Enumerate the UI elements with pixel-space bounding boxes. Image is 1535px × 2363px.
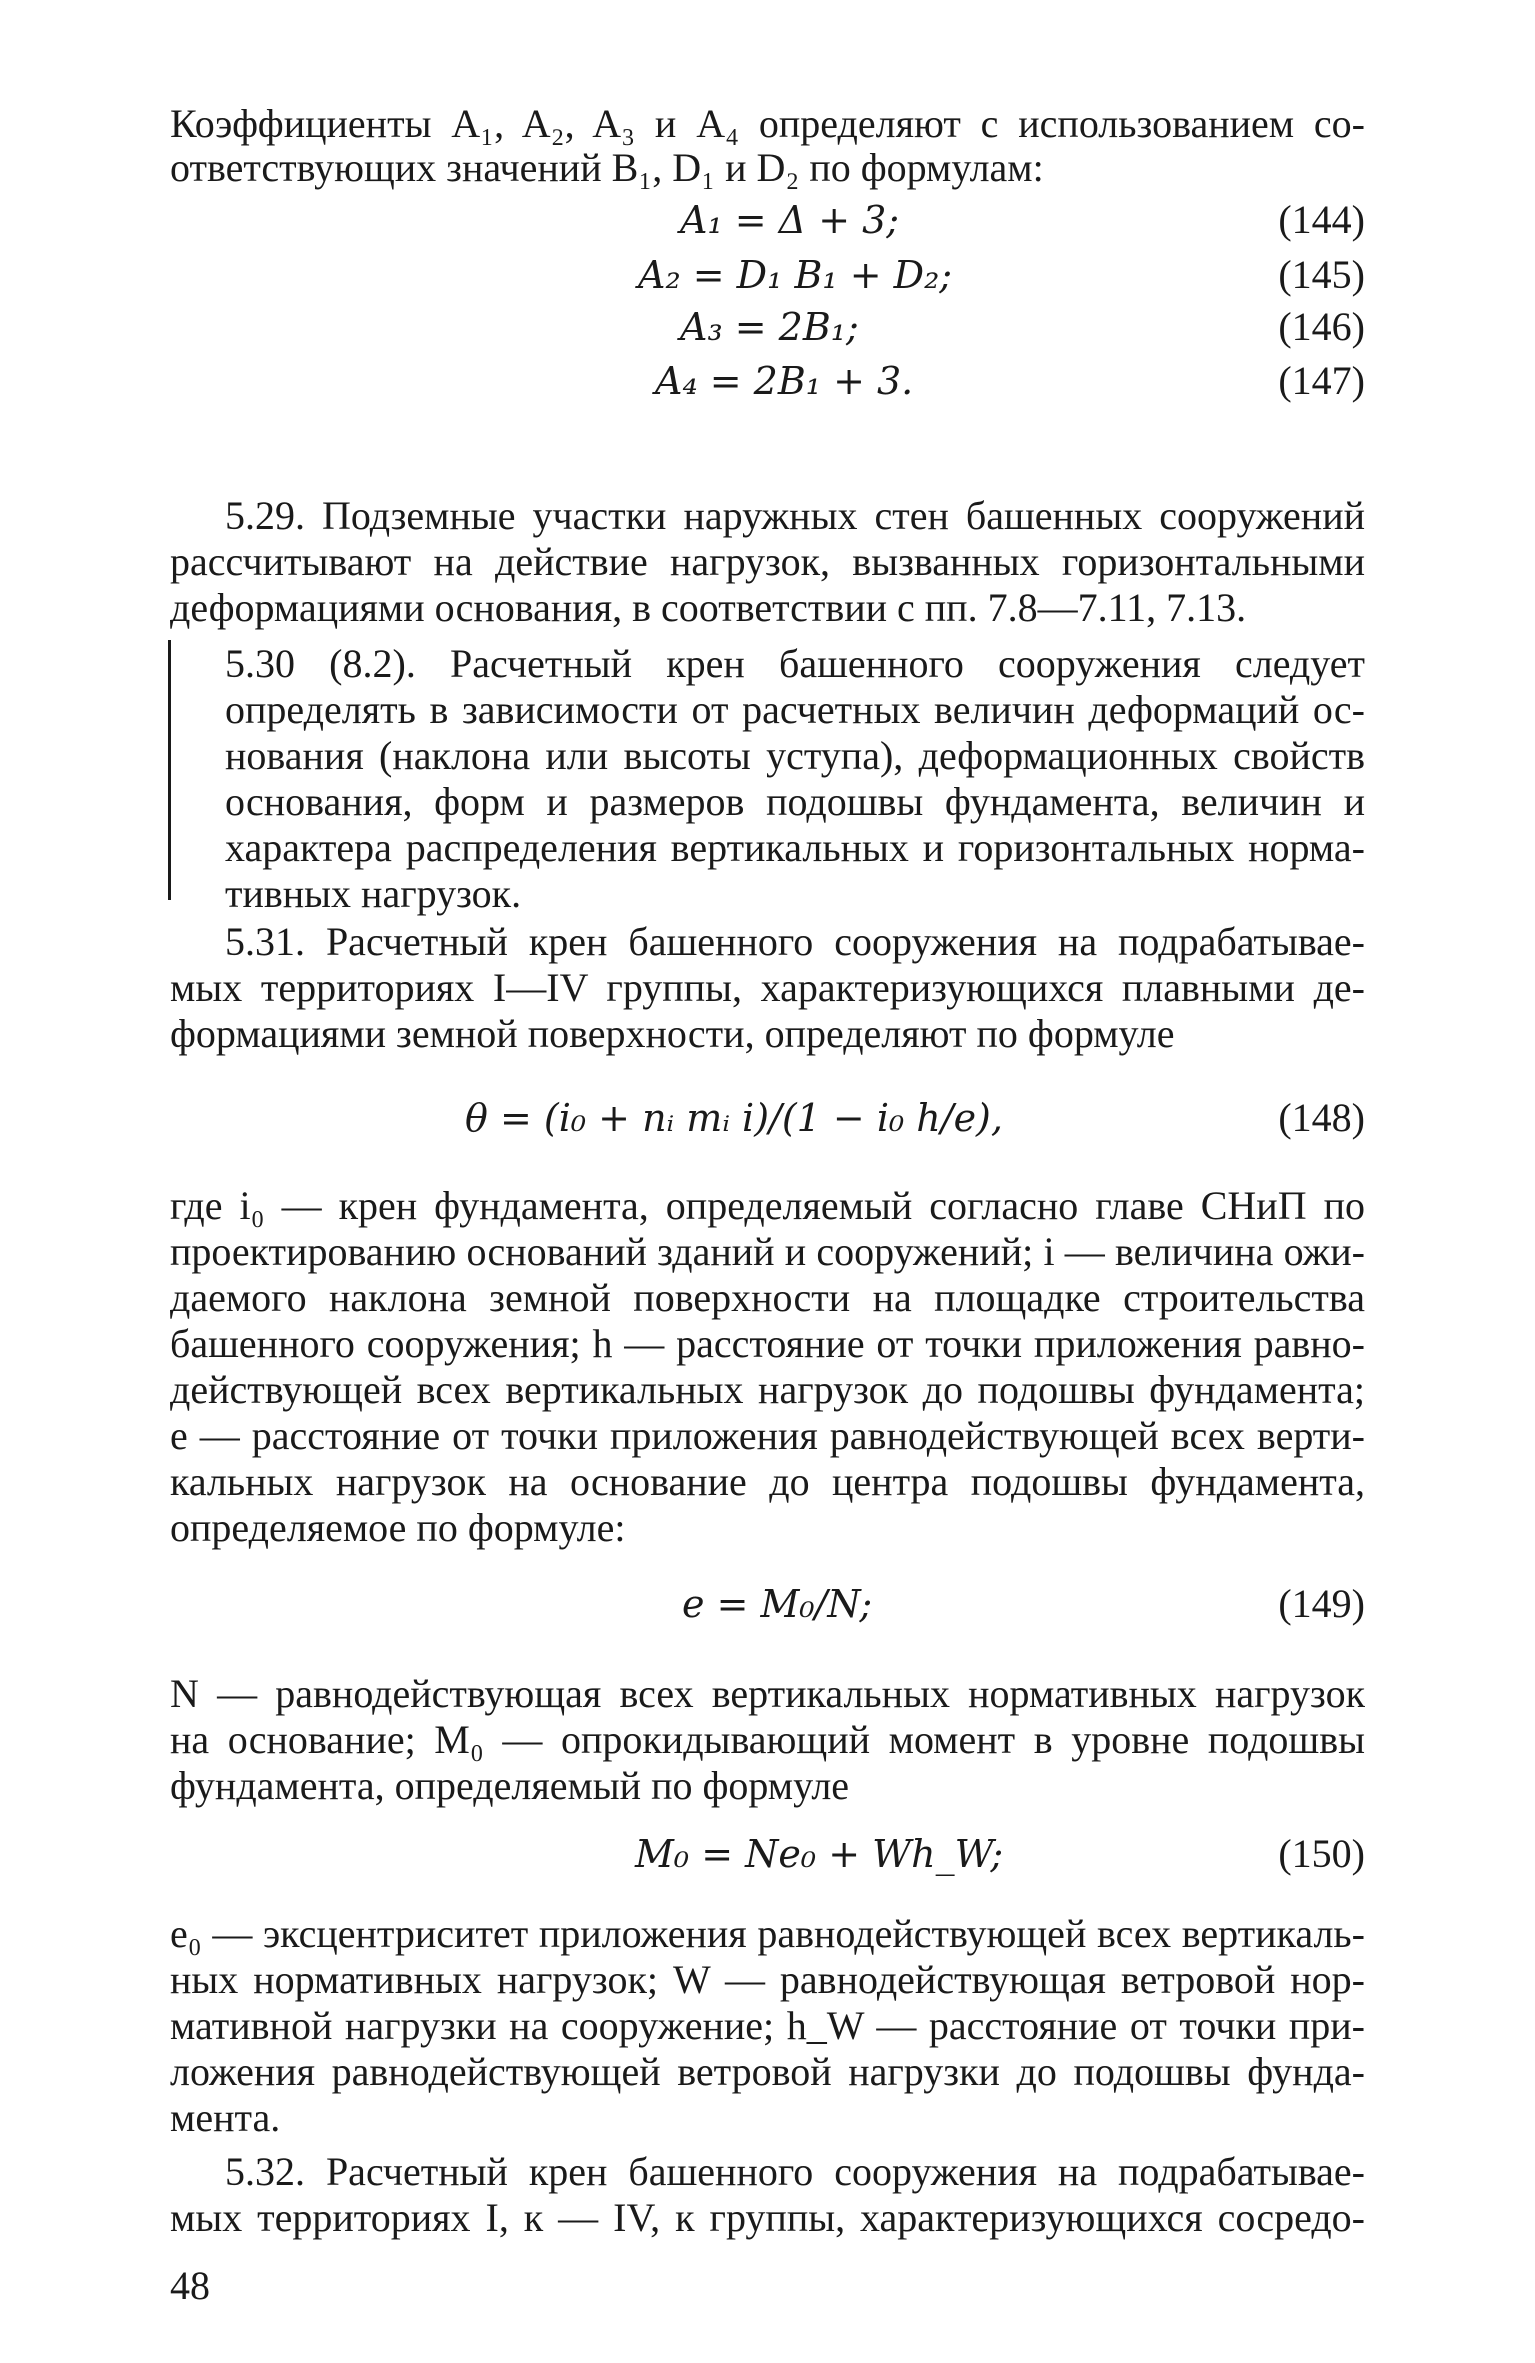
paragraph-line: e₀ — эксцентриситет приложения равнодействующей всех вертикаль- (170, 1911, 1365, 1956)
paragraph-line: где i₀ — крен фундамента, определяемый согласно главе СНиП по (170, 1183, 1365, 1228)
paragraph-line: 5.32. Расчетный крен башенного сооружения на подрабатывае- (225, 2149, 1365, 2194)
paragraph-line: мых территориях I, к — IV, к группы, характеризующихся сосредо- (170, 2195, 1365, 2240)
formula-number: (148) (1278, 1095, 1365, 1140)
paragraph-line: фундамента, определяемый по формуле (170, 1763, 850, 1808)
paragraph-line: формациями земной поверхности, определяют по формуле (170, 1011, 1175, 1056)
paragraph-line: мых территориях I—IV группы, характеризующихся плавными де- (170, 965, 1365, 1010)
page-number: 48 (170, 2263, 210, 2308)
paragraph-line: мативной нагрузки на сооружение; h_W — расстояние от точки при- (170, 2003, 1365, 2048)
formula-number: (146) (1278, 304, 1365, 349)
paragraph-line: тивных нагрузок. (225, 871, 522, 916)
paragraph-line: даемого наклона земной поверхности на площадке строительства (170, 1275, 1365, 1320)
paragraph-line: e — расстояние от точки приложения равнодействующей всех верти- (170, 1413, 1365, 1458)
paragraph-line: характера распределения вертикальных и горизонтальных норма- (225, 825, 1365, 870)
formula-expression: A₄ = 2B₁ + 3. (655, 359, 914, 403)
paragraph-line: действующей всех вертикальных нагрузок до подошвы фундамента; (170, 1367, 1365, 1412)
paragraph-line: на основание; M₀ — опрокидывающий момент в уровне подошвы (170, 1717, 1365, 1762)
paragraph-line: ложения равнодействующей ветровой нагрузки до подошвы фунда- (170, 2049, 1365, 2094)
formula-expression: e = M₀/N; (682, 1582, 873, 1626)
formula-expression: A₁ = Δ + 3; (680, 198, 900, 242)
paragraph-line: башенного сооружения; h — расстояние от точки приложения равно- (170, 1321, 1365, 1366)
paragraph-line: кальных нагрузок на основание до центра подошвы фундамента, (170, 1459, 1365, 1504)
paragraph-line: 5.30 (8.2). Расчетный крен башенного сооружения следует (225, 641, 1365, 686)
paragraph-line: N — равнодействующая всех вертикальных нормативных нагрузок (170, 1671, 1365, 1716)
intro-line: ответствующих значений B₁, D₁ и D₂ по формулам: (170, 145, 1044, 190)
paragraph-line: 5.29. Подземные участки наружных стен башенных сооружений (225, 493, 1365, 538)
paragraph-line: определять в зависимости от расчетных величин деформаций ос- (225, 687, 1365, 732)
paragraph-line: рассчитывают на действие нагрузок, вызванных горизонтальными (170, 539, 1365, 584)
formula-number: (145) (1278, 252, 1365, 297)
formula-number: (147) (1278, 358, 1365, 403)
paragraph-line: мента. (170, 2095, 281, 2140)
paragraph-line: основания, форм и размеров подошвы фундамента, величин и (225, 779, 1365, 824)
intro-line: Коэффициенты A₁, A₂, A₃ и A₄ определяют с использованием со- (170, 101, 1365, 146)
paragraph-line: ных нормативных нагрузок; W — равнодействующая ветровой нор- (170, 1957, 1365, 2002)
formula-number: (150) (1278, 1831, 1365, 1876)
formula-expression: A₂ = D₁ B₁ + D₂; (638, 253, 953, 297)
formula-number: (144) (1278, 197, 1365, 242)
paragraph-line: нования (наклона или высоты уступа), деформационных свойств (225, 733, 1365, 778)
formula-expression: θ = (i₀ + nᵢ mᵢ i)/(1 − i₀ h/e), (465, 1096, 1003, 1140)
formula-number: (149) (1278, 1581, 1365, 1626)
paragraph-line: определяемое по формуле: (170, 1505, 626, 1550)
paragraph-line: проектированию оснований зданий и сооружений; i — величина ожи- (170, 1229, 1365, 1274)
paragraph-line: деформациями основания, в соответствии с пп. 7.8—7.11, 7.13. (170, 585, 1247, 630)
change-bar (168, 640, 171, 900)
formula-expression: M₀ = Ne₀ + Wh_W; (635, 1832, 1004, 1876)
formula-expression: A₃ = 2B₁; (680, 305, 859, 349)
paragraph-line: 5.31. Расчетный крен башенного сооружения на подрабатывае- (225, 919, 1365, 964)
